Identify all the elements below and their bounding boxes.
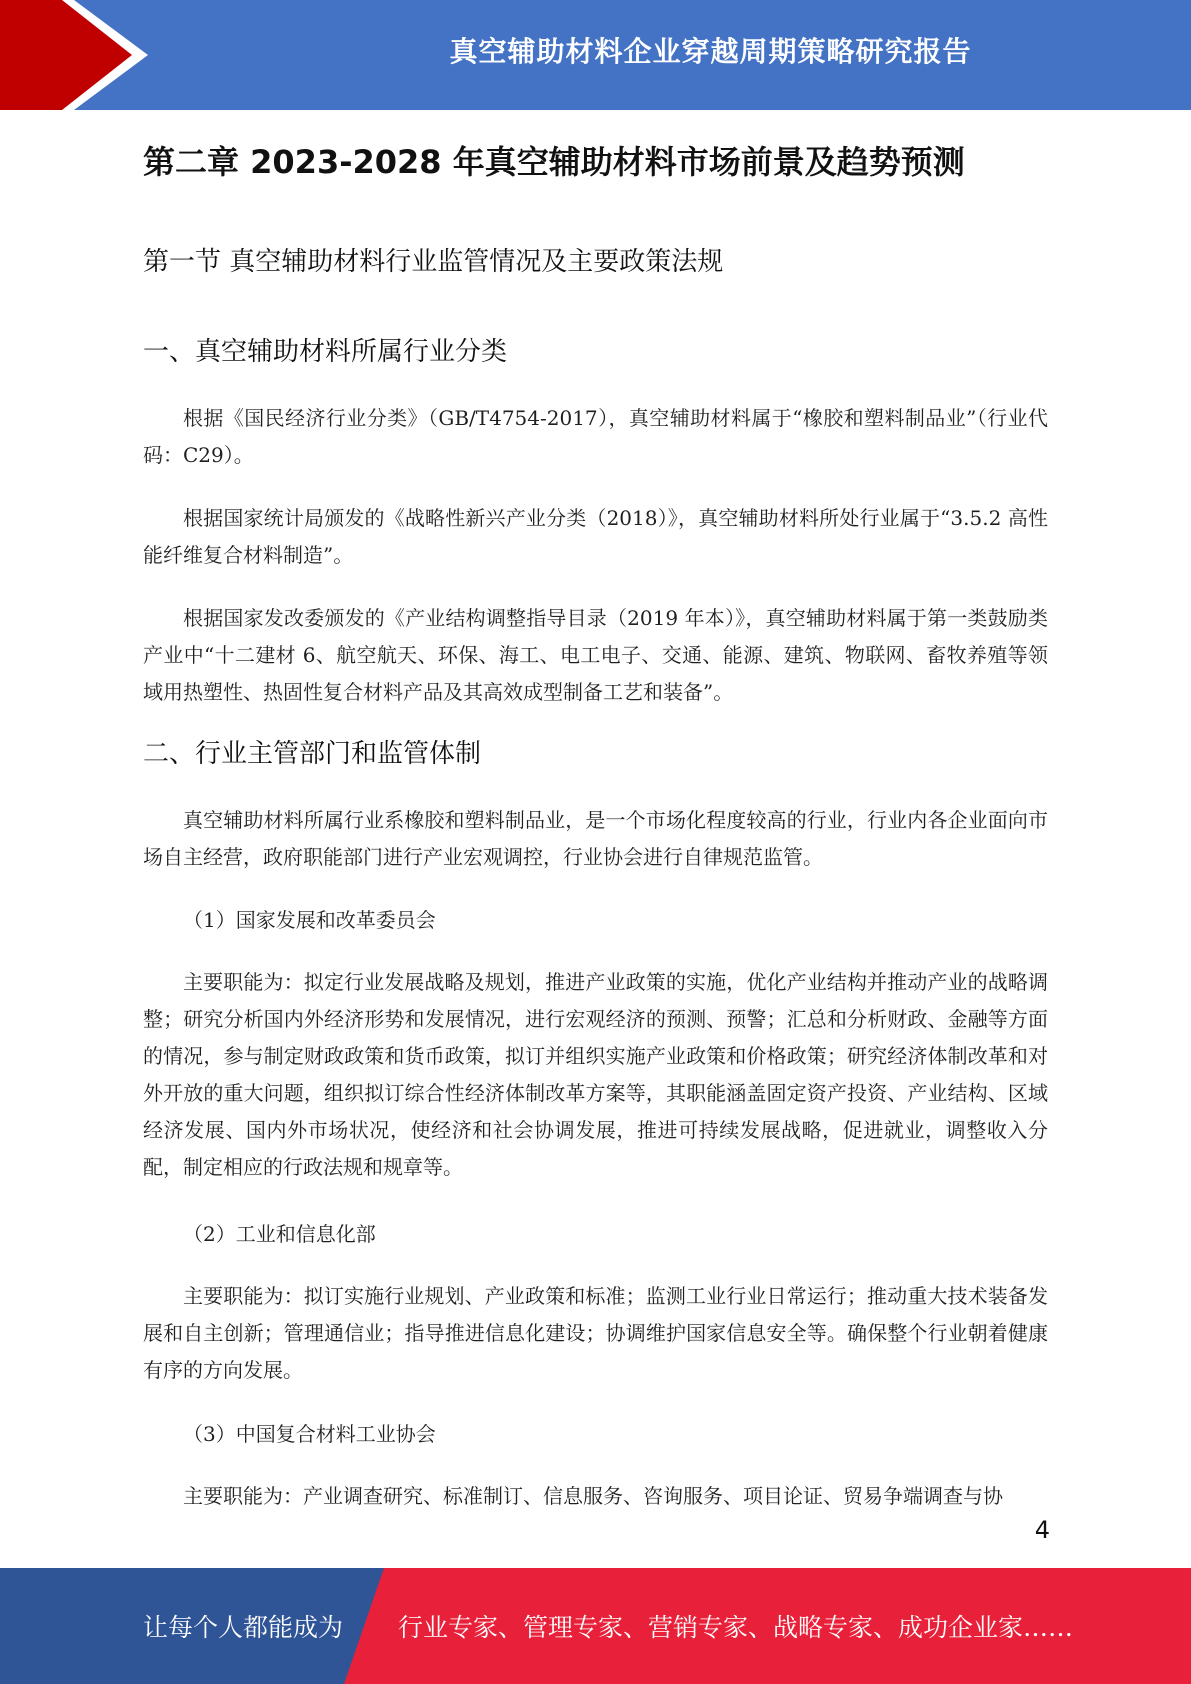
paragraph: 真空辅助材料所属行业系橡胶和塑料制品业，是一个市场化程度较高的行业，行业内各企业面向市场自主经营，政府职能部门进行产业宏观调控，行业协会进行自律规范监管。 [143,808,1048,869]
header-banner [0,0,1191,110]
paragraph: 根据国家统计局颁发的《战略性新兴产业分类（2018）》，真空辅助材料所处行业属于“3.5.2 高性能纤维复合材料制造”。 [143,506,1048,567]
paragraph: 主要职能为：拟订实施行业规划、产业政策和标准；监测工业行业日常运行；推动重大技术装备发展和自主创新；管理通信业；指导推进信息化建设；协调维护国家信息安全等。确保整个行业朝着健康有序的方向发展。 [143,1284,1048,1382]
heading-industry-classification: 一、真空辅助材料所属行业分类 [143,337,508,367]
paragraph: 根据国家发改委颁发的《产业结构调整指导目录（2019 年本）》，真空辅助材料属于第一类鼓励类产业中“十二建材 6、航空航天、环保、海工、电工电子、交通、能源、建筑、物联网、畜牧养殖等领域用热塑性、热固性复合材料产品及其高效成型制备工艺和装备”。 [143,606,1048,704]
heading-regulatory-system: 二、行业主管部门和监管体制 [143,739,482,769]
paragraph: 根据《国民经济行业分类》（GB/T4754-2017），真空辅助材料属于“橡胶和塑料制品业”（行业代码：C29）。 [143,406,1048,467]
section-title: 第一节 真空辅助材料行业监管情况及主要政策法规 [143,247,724,277]
chapter-title: 第二章 2023-2028 年真空辅助材料市场前景及趋势预测 [143,143,965,181]
subheading-composite-association: （3）中国复合材料工业协会 [183,1422,436,1446]
paragraph: 主要职能为：拟定行业发展战略及规划，推进产业政策的实施，优化产业结构并推动产业的战略调整；研究分析国内外经济形势和发展情况，进行宏观经济的预测、预警；汇总和分析财政、金融等方面的情况，参与制定财政政策和货币政策，拟订并组织实施产业政策和价格政策；研究经济体制改革和对外开放的重大问题，组织拟订综合性经济体制改革方案等，其职能涵盖固定资产投资、产业结构、区域经济发展、国内外市场状况，使经济和社会协调发展，推进可持续发展战略，促进就业，调整收入分配，制定相应的行政法规和规章等。 [143,970,1048,1179]
footer-slogan-right: 行业专家、管理专家、营销专家、战略专家、成功企业家…… [398,1613,1074,1642]
paragraph: 主要职能为：产业调查研究、标准制订、信息服务、咨询服务、项目论证、贸易争端调查与协 [183,1484,1003,1508]
footer-slogan-left: 让每个人都能成为 [143,1613,344,1642]
subheading-miit: （2）工业和信息化部 [183,1222,376,1246]
footer-banner [0,1568,1191,1684]
report-title: 真空辅助材料企业穿越周期策略研究报告 [449,35,972,68]
subheading-ndrc: （1）国家发展和改革委员会 [183,908,436,932]
page-number: 4 [1034,1516,1050,1544]
